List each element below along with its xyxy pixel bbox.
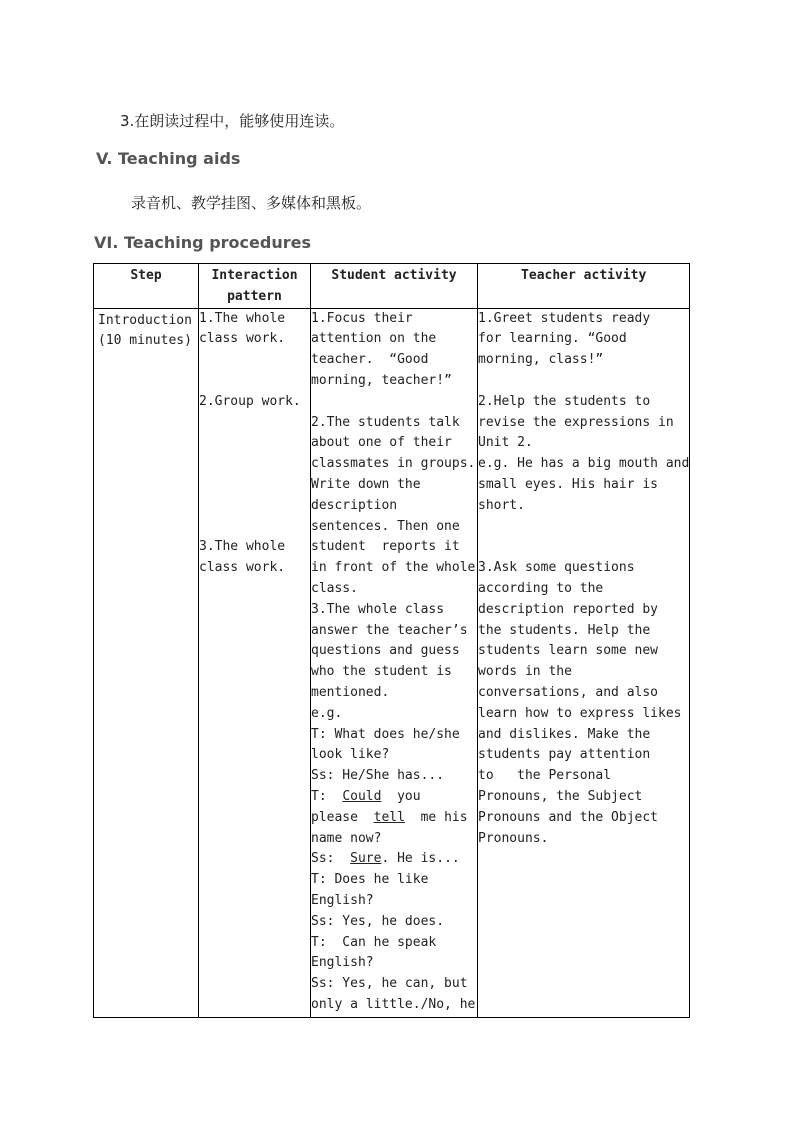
cell-line: Ss: Yes, he does. — [311, 913, 445, 929]
cell-line: only a little./No, he — [311, 996, 476, 1012]
cell-line: mentioned. — [311, 684, 390, 700]
section-heading-teaching-procedures: VI. Teaching procedures — [94, 233, 311, 252]
header-teacher-activity: Teacher activity — [478, 264, 690, 309]
cell-line — [478, 537, 689, 558]
cell-line: class. — [311, 580, 358, 596]
cell-line: according to the — [478, 580, 604, 596]
cell-line: English? — [311, 892, 374, 908]
cell-line: Ss: Sure. He is... — [311, 851, 460, 867]
section-heading-teaching-aids: V. Teaching aids — [96, 149, 241, 168]
cell-line: to the Personal — [478, 768, 612, 784]
cell-line: 1.The whole — [199, 310, 286, 326]
cell-line: small eyes. His hair is — [478, 476, 659, 492]
cell-line: students pay attention — [478, 747, 651, 763]
cell-line: classmates in groups. — [311, 456, 476, 472]
cell-line: 3.Ask some questions — [478, 560, 635, 576]
cell-line — [199, 413, 310, 434]
cell-line: 2.Help the students to — [478, 393, 651, 409]
cell-line: (10 minutes) — [98, 333, 192, 349]
cell-line: Pronouns, the Subject — [478, 788, 643, 804]
cell-line: learn how to express likes — [478, 705, 682, 721]
cell-line — [478, 517, 689, 538]
cell-line — [199, 475, 310, 496]
student-activity-cell — [311, 308, 478, 1017]
cell-line — [199, 496, 310, 517]
cell-line: Ss: Yes, he can, but — [311, 976, 468, 992]
cell-line — [199, 433, 310, 454]
cell-line: who the student is — [311, 664, 452, 680]
cell-line: and dislikes. Make the — [478, 726, 651, 742]
cell-line: T: What does he/she — [311, 726, 460, 742]
cell-line: student reports it — [311, 539, 460, 555]
cell-line: short. — [478, 497, 525, 513]
cell-line: for learning. “Good — [478, 331, 627, 347]
cell-line: in front of the whole — [311, 560, 476, 576]
cell-line: Write down the — [311, 476, 421, 492]
cell-line: Pronouns and the Object — [478, 809, 659, 825]
cell-line: 1.Greet students ready — [478, 310, 651, 326]
cell-line: morning, class!” — [478, 352, 604, 368]
cell-line: 2.The students talk — [311, 414, 460, 430]
cell-line: T: Can he speak — [311, 934, 437, 950]
cell-line — [311, 392, 477, 413]
cell-line: 1.Focus their — [311, 310, 413, 326]
header-step: Step — [94, 264, 199, 309]
cell-line — [478, 371, 689, 392]
step-cell — [94, 308, 199, 1017]
cell-line: T: Could you — [311, 788, 421, 804]
table-row — [94, 308, 690, 1017]
cell-line: sentences. Then one — [311, 518, 460, 534]
cell-line: words in the — [478, 664, 572, 680]
teaching-aids-content: 录音机、教学挂图、多媒体和黑板。 — [131, 194, 372, 212]
cell-line: Pronouns. — [478, 830, 549, 846]
cell-line: Unit 2. — [478, 435, 533, 451]
cell-line: 3.The whole class — [311, 601, 445, 617]
cell-line — [199, 371, 310, 392]
cell-line: e.g. — [311, 705, 343, 721]
objective-item-3: 3.在朗读过程中，能够使用连读。 — [120, 112, 345, 130]
cell-line: English? — [311, 955, 374, 971]
cell-line: revise the expressions in — [478, 414, 674, 430]
cell-line — [199, 517, 310, 538]
header-student-activity: Student activity — [311, 264, 478, 309]
procedures-table — [93, 263, 690, 1018]
cell-line: morning, teacher!” — [311, 372, 452, 388]
cell-line — [199, 350, 310, 371]
cell-line: the students. Help the — [478, 622, 651, 638]
cell-line: teacher. “Good — [311, 352, 429, 368]
cell-line: Introduction — [98, 312, 192, 328]
cell-line: questions and guess — [311, 643, 460, 659]
cell-line: students learn some new — [478, 643, 659, 659]
teacher-activity-cell — [478, 308, 690, 1017]
cell-line: 2.Group work. — [199, 393, 301, 409]
cell-line: class work. — [199, 331, 286, 347]
cell-line: about one of their — [311, 435, 452, 451]
cell-line: description reported by — [478, 601, 659, 617]
cell-line: attention on the — [311, 331, 437, 347]
cell-line: e.g. He has a big mouth and — [478, 456, 690, 472]
header-interaction-pattern: Interaction pattern — [199, 264, 311, 309]
cell-line: Ss: He/She has... — [311, 768, 445, 784]
cell-line — [199, 454, 310, 475]
cell-line: T: Does he like — [311, 872, 429, 888]
cell-line: please tell me his — [311, 809, 468, 825]
cell-line: class work. — [199, 560, 286, 576]
cell-line: answer the teacher’s — [311, 622, 468, 638]
cell-line: conversations, and also — [478, 684, 659, 700]
cell-line: description — [311, 497, 398, 513]
interaction-pattern-cell — [199, 308, 311, 1017]
cell-line: name now? — [311, 830, 382, 846]
cell-line: look like? — [311, 747, 390, 763]
cell-line: 3.The whole — [199, 539, 286, 555]
